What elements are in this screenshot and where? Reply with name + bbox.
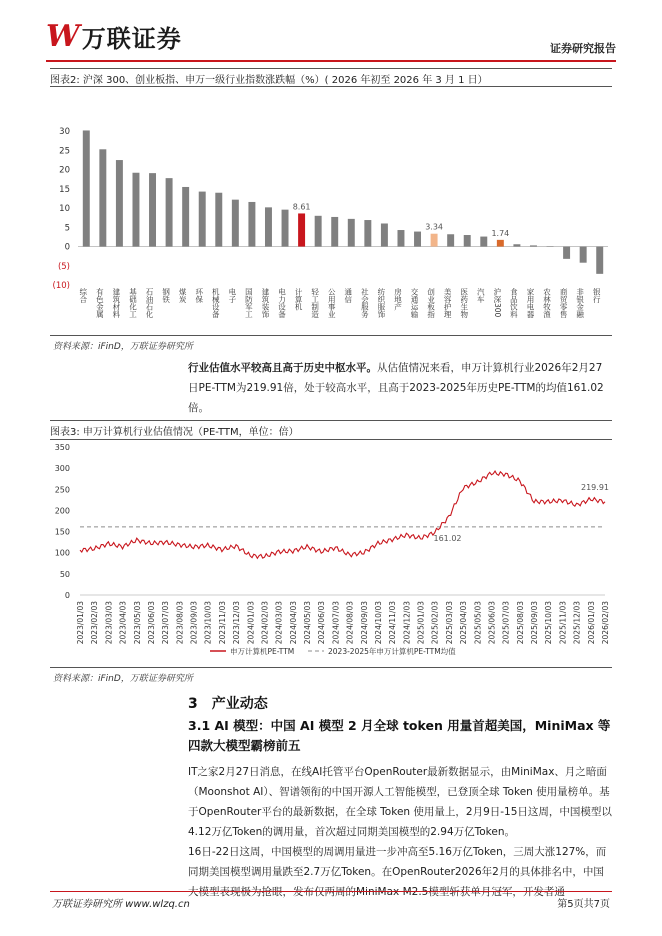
x-tick-label: 2026/01/03 [586, 601, 596, 645]
figure2-bottom-rule [50, 335, 612, 336]
x-tick-label: 2024/11/03 [388, 601, 398, 645]
x-tick-label: 2024/05/03 [303, 601, 313, 645]
x-tick-label: 2024/07/03 [331, 601, 341, 645]
x-tick-label: 2025/11/03 [558, 601, 568, 645]
x-tick-label: 2025/05/03 [473, 601, 483, 645]
bar [480, 237, 487, 247]
x-tick-label: 2024/06/03 [317, 601, 327, 645]
y-tick-label: 200 [54, 506, 70, 516]
page-number: 第5页共7页 [557, 899, 610, 910]
x-tick-label: 环保 [194, 288, 204, 303]
x-tick-label: 2025/06/03 [487, 601, 497, 645]
bar [397, 230, 404, 247]
bar [364, 220, 371, 247]
legend-label-mean: 2023-2025年申万计算机PE-TTM均值 [328, 647, 456, 656]
x-tick-label: 轻工制造 [310, 288, 320, 318]
bar [447, 234, 454, 246]
x-tick-label: 钢铁 [161, 288, 171, 303]
x-tick-label: 2023/12/03 [232, 601, 242, 645]
x-tick-label: 2023/10/03 [203, 601, 213, 645]
section-number: 3 [188, 696, 198, 712]
subsection-title: 3.1 AI 模型：中国 AI 模型 2 月全球 token 用量首超美国，MiniMax 等四款大模型霸榜前五 [188, 718, 611, 753]
bar [563, 247, 570, 259]
x-tick-label: 2024/01/03 [246, 601, 256, 645]
x-tick-label: 2023/11/03 [217, 601, 227, 645]
y-tick-label: 100 [54, 548, 70, 558]
news-paragraph [188, 762, 612, 902]
valuation-paragraph-text: 从估值情况来看，申万计算机行业2026年2月27日PE-TTM为219.91倍，处于较高水平，且高于2023-2025年历史PE-TTM的均值161.02倍。 [188, 362, 604, 414]
legend-label-pe: 申万计算机PE-TTM [230, 647, 295, 656]
bar [99, 149, 106, 246]
bar [348, 219, 355, 247]
x-tick-label: 创业板指 [426, 288, 436, 318]
y-tick-label: 0 [64, 591, 70, 600]
figure3-top-rule [50, 420, 612, 421]
logo-mark: W [46, 18, 78, 54]
bar [513, 244, 520, 246]
figure3-title-rule [50, 439, 612, 440]
bar [414, 232, 421, 247]
x-tick-label: 2023/03/03 [104, 601, 114, 645]
valuation-paragraph-bold: 行业估值水平较高且高于历史中枢水平。 [188, 362, 377, 374]
x-tick-label: 2025/07/03 [501, 601, 511, 645]
x-tick-label: 2024/10/03 [373, 601, 383, 645]
y-tick-label: 350 [54, 443, 70, 452]
bar [232, 200, 239, 247]
end-value-label: 219.91 [581, 482, 609, 492]
bar [149, 173, 156, 246]
footer-divider [50, 891, 612, 892]
footer-website: 万联证券研究所 www.wlzq.cn [52, 899, 190, 910]
bar [431, 234, 438, 247]
x-tick-label: 房地产 [393, 288, 403, 311]
bar [248, 202, 255, 247]
y-tick-label: 5 [64, 223, 70, 234]
x-tick-label: 2024/02/03 [260, 601, 270, 645]
x-tick-label: 计算机 [294, 288, 304, 311]
news-paragraph-1: IT之家2月27日消息，在线AI托管平台OpenRouter最新数据显示，由MiniMax、月之暗面（Moonshot AI）、智谱领衔的中国开源人工智能模型，已登顶全球 Token 使用量榜单。基于OpenRouter平台的最新数据，在全球 Token 使用量上，2月9日-15日这周，中国模型以4.12万亿Token的调用量，首次超过同期美国模型的2.94万亿Token。 [188, 766, 612, 838]
x-tick-label: 2025/09/03 [530, 601, 540, 645]
header-divider [46, 60, 616, 62]
x-tick-label: 电力设备 [277, 288, 287, 318]
x-tick-label: 2023/09/03 [189, 601, 199, 645]
bar [199, 192, 206, 247]
x-tick-label: 公用事业 [327, 288, 337, 318]
section-title-text: 产业动态 [211, 696, 268, 712]
x-tick-label: 2023/06/03 [146, 601, 156, 645]
x-tick-label: 交通运输 [410, 288, 420, 318]
x-tick-label: 2023/02/03 [90, 601, 100, 645]
y-tick-label: (5) [57, 261, 70, 272]
bar-chart [0, 90, 662, 340]
y-tick-label: (10) [52, 281, 70, 291]
x-tick-label: 综合 [78, 288, 88, 303]
x-tick-label: 2024/09/03 [359, 601, 369, 645]
y-tick-label: 150 [54, 527, 70, 537]
x-tick-label: 基础化工 [128, 288, 138, 318]
section-title [188, 693, 268, 713]
y-tick-label: 250 [54, 485, 70, 495]
valuation-paragraph [188, 358, 612, 418]
x-tick-label: 美容护理 [443, 288, 453, 318]
x-tick-label: 2024/04/03 [288, 601, 298, 645]
figure2-top-rule [50, 68, 612, 69]
line-chart [0, 442, 662, 667]
x-tick-label: 2025/04/03 [459, 601, 469, 645]
bar [331, 217, 338, 247]
x-tick-label: 汽车 [476, 288, 486, 303]
y-tick-label: 30 [59, 127, 70, 138]
x-tick-label: 2023/07/03 [161, 601, 171, 645]
bar [580, 247, 587, 263]
x-tick-label: 煤炭 [178, 288, 188, 303]
bar [132, 173, 139, 247]
y-tick-label: 20 [59, 165, 70, 176]
y-tick-label: 15 [59, 184, 70, 195]
bar [315, 216, 322, 247]
company-logo [46, 16, 182, 56]
bar [83, 130, 90, 246]
x-tick-label: 2024/03/03 [274, 601, 284, 645]
figure3-source: 资料来源：iFinD，万联证券研究所 [53, 674, 193, 684]
figure2-title: 图表2: 沪深 300、创业板指、申万一级行业指数涨跌幅（%）( 2026 年初至 2026 年 3 月 1 日） [50, 75, 488, 86]
bar [182, 187, 189, 247]
figure3-title: 图表3: 申万计算机行业估值情况（PE-TTM，单位：倍） [50, 427, 299, 438]
x-tick-label: 国防军工 [244, 288, 254, 318]
bar [298, 213, 305, 246]
logo-text: 万联证券 [81, 24, 182, 53]
x-tick-label: 2025/01/03 [416, 601, 426, 645]
y-tick-label: 10 [59, 204, 70, 215]
x-tick-label: 2025/08/03 [515, 601, 525, 645]
x-tick-label: 农林牧渔 [542, 288, 552, 318]
x-tick-label: 社会服务 [360, 288, 370, 318]
x-tick-label: 2025/10/03 [544, 601, 554, 645]
x-tick-label: 2023/01/03 [76, 601, 85, 645]
x-tick-label: 建筑材料 [111, 288, 121, 318]
x-tick-label: 机械设备 [211, 288, 221, 318]
x-tick-label: 沪深300 [492, 288, 502, 318]
x-tick-label: 非银金融 [575, 288, 585, 318]
x-tick-label: 家用电器 [525, 288, 535, 318]
x-tick-label: 2026/02/03 [601, 601, 610, 645]
x-tick-label: 2023/05/03 [132, 601, 142, 645]
x-tick-label: 商贸零售 [559, 288, 569, 318]
report-type: 证券研究报告 [550, 42, 616, 55]
bar [215, 193, 222, 247]
x-tick-label: 医药生物 [459, 288, 469, 318]
bar [464, 235, 471, 247]
bar [530, 245, 537, 246]
data-label: 1.74 [491, 228, 510, 238]
x-tick-label: 有色金属 [95, 288, 105, 318]
x-tick-label: 2023/04/03 [118, 601, 128, 645]
y-tick-label: 50 [59, 569, 70, 579]
x-tick-label: 2025/02/03 [430, 601, 440, 645]
x-tick-label: 通信 [343, 288, 353, 303]
bar [265, 207, 272, 246]
mean-label: 161.02 [433, 533, 462, 543]
bar [596, 247, 603, 274]
x-tick-label: 石油石化 [145, 288, 155, 318]
x-tick-label: 2025/03/03 [444, 601, 454, 645]
bar [497, 240, 504, 247]
data-label: 8.61 [292, 202, 311, 212]
bar [116, 160, 123, 247]
bar [381, 223, 388, 246]
y-tick-label: 25 [59, 146, 70, 157]
y-tick-label: 0 [64, 242, 70, 253]
figure2-title-rule [50, 86, 612, 87]
bar [166, 178, 173, 246]
x-tick-label: 银行 [592, 288, 602, 303]
x-tick-label: 2024/12/03 [402, 601, 412, 645]
x-tick-label: 2023/08/03 [175, 601, 185, 645]
x-tick-label: 电子 [227, 288, 237, 303]
x-tick-label: 食品饮料 [509, 288, 519, 318]
news-paragraph-2: 16日-22日这周，中国模型的周调用量进一步冲高至5.16万亿Token，三周大涨127%，而同期美国模型调用量跌至2.7万亿Token。在OpenRouter2026年2月的具体排名中，中国大模型表现极为抢眼，发布仅两周的MiniMax M2.5模型斩获单月冠军，开发者通 [188, 846, 607, 898]
x-tick-label: 建筑装饰 [260, 288, 270, 318]
x-tick-label: 2024/08/03 [345, 601, 355, 645]
figure2-source: 资料来源：iFinD，万联证券研究所 [53, 342, 193, 352]
figure3-bottom-rule [50, 667, 612, 668]
data-label: 3.34 [425, 222, 443, 232]
x-tick-label: 纺织服饰 [376, 288, 386, 318]
x-tick-label: 2025/12/03 [572, 601, 582, 645]
y-tick-label: 300 [54, 464, 70, 474]
pe-ttm-line [80, 471, 605, 558]
bar [282, 210, 289, 247]
